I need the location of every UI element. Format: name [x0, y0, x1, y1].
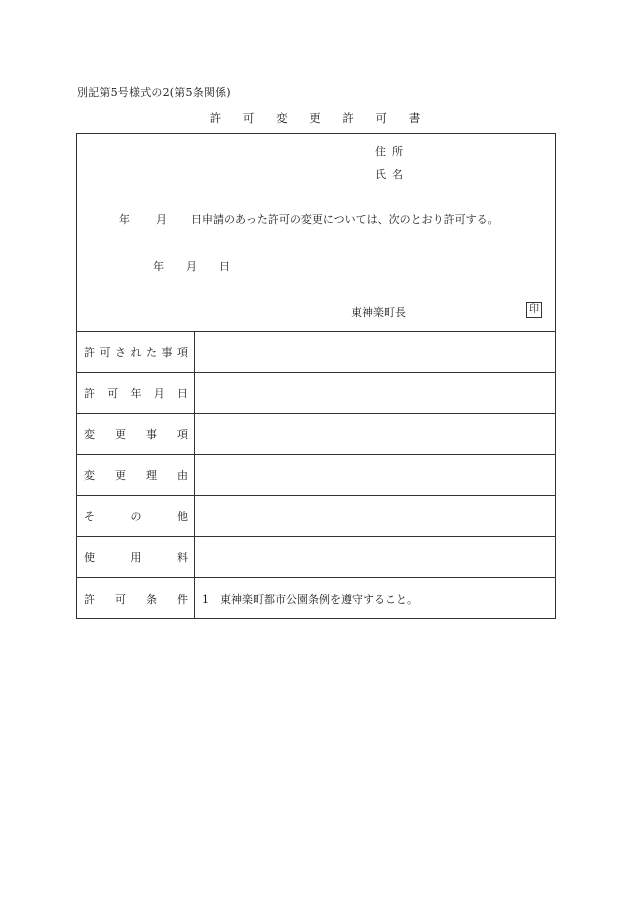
application-month-label: 月 — [156, 213, 167, 226]
label-char: 事 — [161, 346, 173, 359]
label-char: 更 — [115, 469, 126, 482]
usage-fee-label — [77, 537, 195, 577]
application-line — [119, 211, 499, 227]
label-char: 月 — [153, 387, 165, 400]
issue-day-label: 日 — [219, 260, 230, 273]
header-block — [77, 134, 555, 332]
label-char: 可 — [107, 387, 119, 400]
issue-date-line — [153, 258, 230, 274]
permit-date-label — [77, 373, 195, 413]
application-year-label: 年 — [119, 213, 130, 226]
issue-month-label: 月 — [186, 260, 197, 273]
permit-form — [76, 133, 556, 619]
label-char: た — [146, 346, 157, 359]
label-char: 他 — [177, 510, 188, 523]
row-permit-date — [77, 373, 555, 414]
label-char: 事 — [146, 428, 157, 441]
change-reason-label — [77, 455, 195, 495]
label-char: 可 — [99, 346, 111, 359]
label-char: 使 — [84, 551, 95, 564]
permitted-matter-label — [77, 332, 195, 372]
form-reference: 別記第5号様式の2(第5条関係) — [77, 86, 231, 99]
label-char: 料 — [177, 551, 188, 564]
row-other — [77, 496, 555, 537]
label-char: 項 — [177, 346, 188, 359]
permit-conditions-label — [77, 578, 195, 619]
seal-mark: 印 — [526, 302, 542, 318]
issuer-name: 東神楽町長 — [351, 306, 406, 319]
label-char: 条 — [146, 592, 157, 606]
label-char: 件 — [177, 592, 188, 606]
permit-conditions-value: 1 東神楽町都市公園条例を遵守すること。 — [202, 592, 418, 606]
row-change-matter — [77, 414, 555, 455]
label-char: 用 — [130, 551, 142, 564]
document-title: 許 可 変 更 許 可 書 — [209, 111, 430, 125]
label-char: 理 — [146, 469, 157, 482]
label-char: 変 — [84, 428, 95, 441]
change-matter-label — [77, 414, 195, 454]
name-label: 氏名 — [375, 168, 409, 181]
document-title-wrap — [0, 110, 630, 126]
label-char: れ — [130, 346, 142, 359]
label-char: さ — [115, 346, 126, 359]
label-char: 日 — [177, 387, 188, 400]
label-char: の — [130, 510, 142, 523]
label-char: 年 — [130, 387, 142, 400]
label-char: 由 — [177, 469, 188, 482]
row-usage-fee — [77, 537, 555, 578]
application-text: 日申請のあった許可の変更については、次のとおり許可する。 — [191, 213, 499, 226]
label-char: 許 — [84, 346, 95, 359]
issue-year-label: 年 — [153, 260, 164, 273]
label-char: 更 — [115, 428, 126, 441]
label-char: 変 — [84, 469, 95, 482]
address-label: 住所 — [375, 145, 409, 158]
label-char: 許 — [84, 592, 95, 606]
row-permitted-matter — [77, 332, 555, 373]
other-label — [77, 496, 195, 536]
label-char: 項 — [177, 428, 188, 441]
row-change-reason — [77, 455, 555, 496]
label-char: そ — [84, 510, 95, 523]
row-permit-conditions — [77, 578, 555, 619]
label-char: 許 — [84, 387, 95, 400]
item-rows — [77, 332, 555, 619]
label-char: 可 — [115, 592, 126, 606]
